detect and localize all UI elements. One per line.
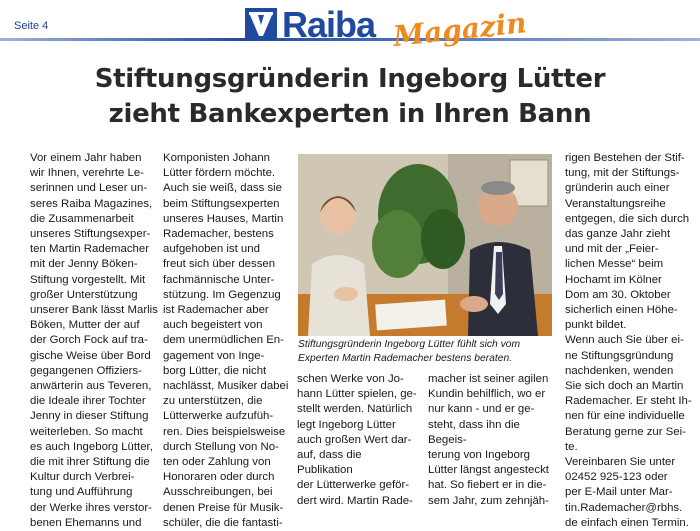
article-column-3: schen Werke von Jo- hann Lütter spielen, ge- stellt werden. Natürlich legt Ingeborg Lütter auch großen Wert dar- auf, dass die Publikation der Lütterwerke geför- dert wird. Martin Rade-: [297, 373, 417, 507]
photo-caption: Stiftungsgründerin Ingeborg Lütter fühlt sich vom Experten Martin Rademacher bestens beraten.: [298, 339, 521, 364]
article-column-1: Vor einem Jahr haben wir Ihnen, verehrte Le- serinnen und Leser un- seres Raiba Magazines, die Zusammenarbeit unseres Stiftungsexper- ten Martin Rademacher mit der Jenny Böken- Stiftung vorgestellt. Mit großer Unterstützung unserer Bank lässt Marlis Böken, Mutter der auf der Gorch Fock auf tra- gische Weise über Bord gegangenen Offiziers- anwärterin aus Teveren, die Ideale ihrer Tochter Jenny in dieser Stiftung weiterleben. So macht es auch Ingeborg Lütter, die mit ihrer Stiftung die Kultur durch Verbrei- tung und Aufführung der Werke ihres verstor- benen Ehemanns und: [30, 152, 158, 529]
brand-name: Raiba: [282, 4, 376, 45]
article-column-4: macher ist seiner agilen Kundin behilflich, wo er nur kann - und er ge- steht, dass ihn die Begeis- terung von Ingeborg Lütter längst angesteckt hat. So fiebert er in die- sem Jahr, zum zehnjäh-: [428, 373, 549, 507]
magazine-label: Magazin: [391, 6, 529, 53]
headline-line-2: zieht Bankexperten in Ihren Bann: [108, 99, 592, 129]
article-column-2: Komponisten Johann Lütter fördern möchte. Auch sie weiß, dass sie beim Stiftungsexperten unseres Hauses, Martin Rademacher, bestens aufgehoben ist und freut sich über dessen fachmännische Unter- stützung. Im Gegenzug ist Rademacher aber auch begeistert von dem unermüdlichen En- gagement von Inge- borg Lütter, die nicht nachlässt, Musiker dabei zu unterstützen, die Lütterwerke aufzufüh- ren. Dies beispielsweise durch Stellung von No- ten oder Zahlung von Honoraren oder durch Ausschreibungen, bei denen Preise für Musik- schüler, die die fantasti-: [163, 152, 289, 529]
photo-illustration: [298, 154, 552, 336]
article-headline: [0, 62, 700, 132]
headline-line-1: Stiftungsgründerin Ingeborg Lütter: [94, 64, 606, 94]
article-photo: [298, 154, 552, 336]
article-column-5: rigen Bestehen der Stif- tung, mit der Stiftungs- gründerin auch einer Veranstaltungsreihe entgegen, die sich durch das ganze Jahr zieht und mit der „Feier- lichen Messe“ beim Hochamt im Kölner Dom am 30. Oktober sicherlich einen Höhe- punkt bildet. Wenn auch Sie über ei- ne Stiftungsgründung nachdenken, wenden Sie sich doch an Martin Rademacher. Er steht Ih- nen für eine individuelle Beratung gerne zur Sei- te. Vereinbaren Sie unter 02452 925-123 oder per E-Mail unter Mar- tin.Rademacher@rbhs. de einfach einen Termin.: [565, 152, 692, 529]
page-number: Seite 4: [14, 20, 49, 32]
page-header: [0, 0, 700, 52]
raiba-logo-icon: [245, 8, 277, 40]
